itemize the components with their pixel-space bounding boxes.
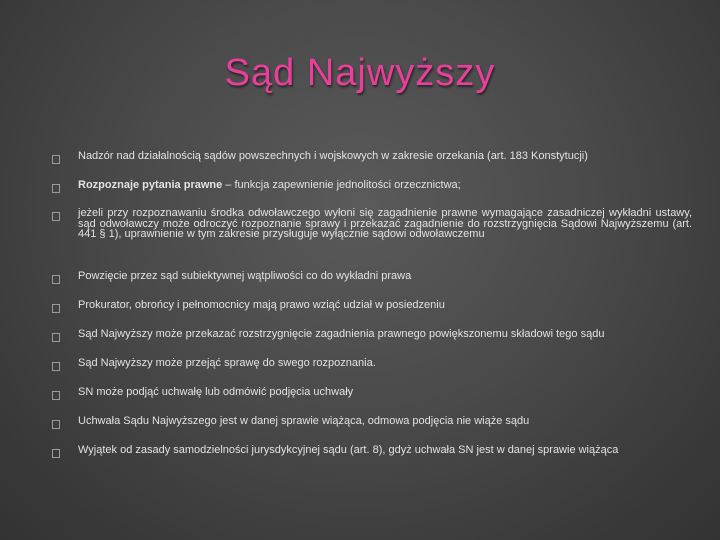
square-bullet-icon	[52, 275, 60, 284]
square-bullet-icon	[52, 184, 60, 193]
list-item-text: Prokurator, obrońcy i pełnomocnicy mają prawo wziąć udział w posiedzeniu	[78, 299, 445, 311]
list-item-text: Nadzór nad działalnością sądów powszechnych i wojskowych w zakresie orzekania (art. 183 Konstytucji)	[78, 150, 588, 162]
list-item	[52, 208, 692, 240]
list-item	[52, 329, 692, 340]
list-item-text: Wyjątek od zasady samodzielności jurysdykcyjnej sądu (art. 8), gdyż uchwała SN jest w danej sprawie wiążąca	[78, 444, 619, 456]
square-bullet-icon	[52, 155, 60, 164]
slide-title: Sąd Najwyższy	[224, 52, 496, 94]
list-item	[52, 387, 692, 398]
square-bullet-icon	[52, 362, 60, 371]
list-item-text: Powzięcie przez sąd subiektywnej wątpliwości co do wykładni prawa	[78, 270, 412, 282]
list-item	[52, 151, 692, 162]
list-item-text: Uchwała Sądu Najwyższego jest w danej sprawie wiążąca, odmowa podjęcia nie wiąże sądu	[78, 415, 530, 427]
list-item	[52, 358, 692, 369]
list-item	[52, 180, 692, 191]
list-item-bold: Rozpoznaje pytania prawne	[78, 179, 223, 191]
list-item-rest: – funkcja zapewnienie jednolitości orzecznictwa;	[222, 179, 461, 191]
square-bullet-icon	[52, 391, 60, 400]
list-item	[52, 271, 692, 282]
list-item	[52, 445, 692, 456]
list-item-text	[78, 180, 692, 191]
square-bullet-icon	[52, 212, 60, 221]
list-item-text: Sąd Najwyższy może przekazać rozstrzygnięcie zagadnienia prawnego powiększonemu składowi tego sądu	[78, 328, 605, 340]
list-item-text: SN może podjąć uchwałę lub odmówić podjęcia uchwały	[78, 386, 354, 398]
square-bullet-icon	[52, 304, 60, 313]
square-bullet-icon	[52, 420, 60, 429]
square-bullet-icon	[52, 449, 60, 458]
square-bullet-icon	[52, 333, 60, 342]
list-item-text: jeżeli przy rozpoznawaniu środka odwoławczego wyłoni się zagadnienie prawne wymagające zasadniczej wykładni ustawy, sąd odwoławczy może odroczyć rozpoznanie sprawy i przekazać zagadnienie do rozstrzygnięcia Sądowi Najwyższemu (art. 441 § 1), uprawnienie w tym zakresie przysługuje wyłącznie sądowi odwoławczemu	[78, 207, 692, 240]
list-item	[52, 300, 692, 311]
list-item-text: Sąd Najwyższy może przejąć sprawę do swego rozpoznania.	[78, 357, 376, 369]
list-item	[52, 416, 692, 427]
